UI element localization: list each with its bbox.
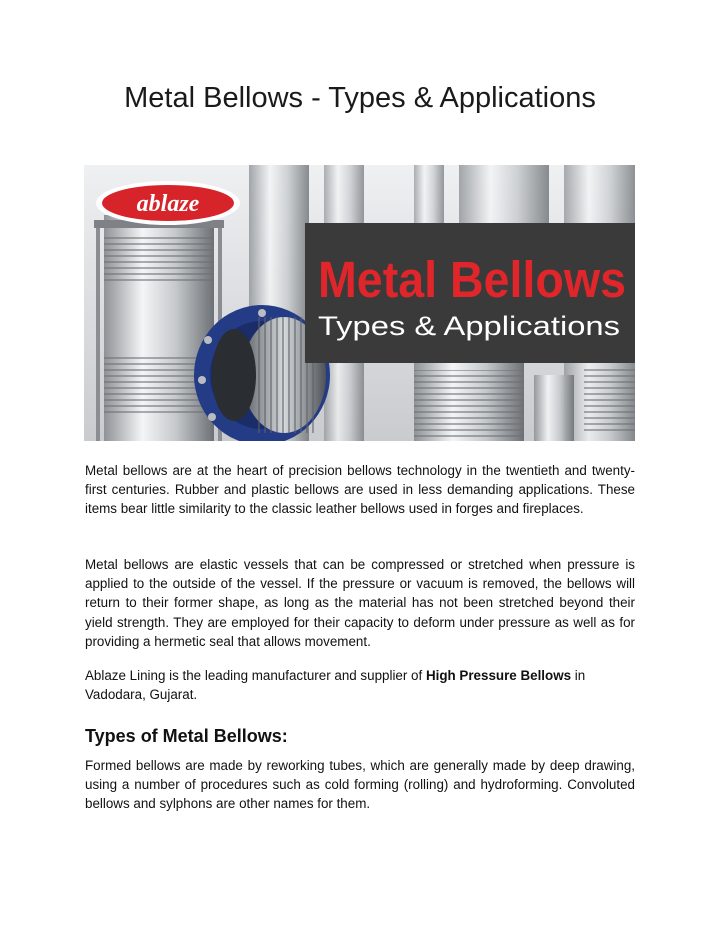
- page-title: Metal Bellows - Types & Applications: [124, 82, 596, 114]
- high-pressure-bellows-link[interactable]: High Pressure Bellows: [425, 668, 572, 683]
- banner-subtitle: Types & Applications: [318, 311, 620, 341]
- hero-image: [84, 165, 635, 441]
- banner-title: Metal Bellows: [318, 251, 626, 308]
- paragraph-formed-bellows: Formed bellows are made by reworking tubes, which are generally made by deep drawing, using a number of procedures such as cold forming (rolling) and hydroforming. Convoluted bellows and sylphons are other names for them.: [85, 758, 635, 812]
- paragraph-definition: Metal bellows are elastic vessels that can be compressed or stretched when pressure is applied to the outside of the vessel. If the pressure or vacuum is removed, the bellows will return to their former shape, as long as the material has not been stretched beyond their yield strength. They are employed for their capacity to deform under pressure as well as for providing a hermetic seal that allows movement.: [85, 557, 635, 649]
- paragraph-manufacturer: [85, 666, 635, 704]
- logo-text: ablaze: [136, 191, 200, 217]
- section-heading: Types of Metal Bellows:: [85, 726, 288, 746]
- manufacturer-text: Ablaze Lining is the leading manufacturer and supplier of: [85, 668, 426, 683]
- location-text: in Vadodara, Gujarat.: [85, 668, 586, 703]
- ablaze-logo: [96, 181, 240, 225]
- paragraph-intro: Metal bellows are at the heart of precision bellows technology in the twentieth and twenty-first centuries. Rubber and plastic bellows are used in less demanding applications. These items bear little similarity to the classic leather bellows used in forges and fireplaces.: [85, 463, 635, 517]
